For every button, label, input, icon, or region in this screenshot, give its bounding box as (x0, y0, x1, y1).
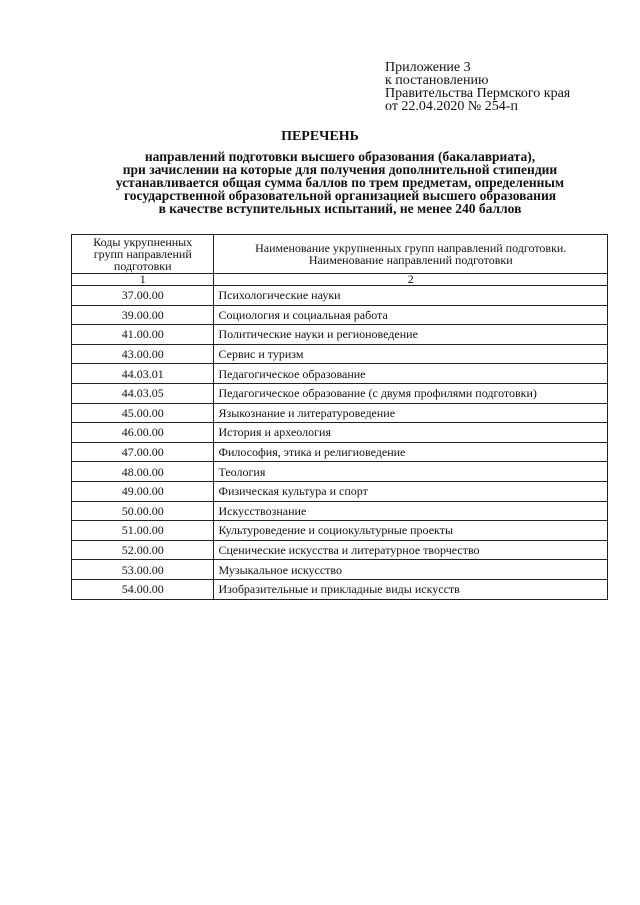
table-row (72, 442, 608, 462)
table-row (72, 501, 608, 521)
row-code: 39.00.00 (72, 305, 214, 325)
table-row (72, 286, 608, 306)
row-code: 47.00.00 (72, 442, 214, 462)
row-code: 41.00.00 (72, 325, 214, 345)
table-row (72, 560, 608, 580)
column-number: 2 (214, 274, 608, 286)
row-name: Культуроведение и социокультурные проекты (214, 521, 608, 541)
header-codes (72, 235, 214, 274)
table-row (72, 403, 608, 423)
appendix-line: Приложение 3 (385, 60, 471, 75)
table-row (72, 344, 608, 364)
row-name: Теология (214, 462, 608, 482)
subtitle-line: при зачислении на которые для получения дополнительной стипендии (122, 162, 558, 177)
row-name: История и археология (214, 423, 608, 443)
table-row (72, 305, 608, 325)
row-code: 46.00.00 (72, 423, 214, 443)
row-name: Педагогическое образование (с двумя профилями подготовки) (214, 383, 608, 403)
row-code: 49.00.00 (72, 481, 214, 501)
row-code: 51.00.00 (72, 521, 214, 541)
row-code: 44.03.01 (72, 364, 214, 384)
header-names (214, 235, 608, 274)
directions-table (71, 234, 608, 600)
appendix-line: от 22.04.2020 № 254-п (385, 99, 518, 114)
subtitle-line: государственной образовательной организацией высшего образования (123, 188, 557, 203)
table-header-row (72, 235, 608, 274)
row-code: 53.00.00 (72, 560, 214, 580)
row-name: Языкознание и литературоведение (214, 403, 608, 423)
table-row (72, 521, 608, 541)
table-row (72, 325, 608, 345)
row-name: Музыкальное искусство (214, 560, 608, 580)
table-row (72, 423, 608, 443)
row-code: 52.00.00 (72, 540, 214, 560)
header-names-line: Наименование направлений подготовки (308, 253, 513, 267)
subtitle-line: направлений подготовки высшего образования (бакалавриата), (144, 149, 536, 164)
row-name: Политические науки и регионоведение (214, 325, 608, 345)
table-row (72, 364, 608, 384)
document-title: ПЕРЕЧЕНЬ (281, 129, 359, 144)
row-code: 50.00.00 (72, 501, 214, 521)
row-name: Физическая культура и спорт (214, 481, 608, 501)
row-code: 48.00.00 (72, 462, 214, 482)
row-name: Искусствознание (214, 501, 608, 521)
column-number: 1 (72, 274, 214, 286)
appendix-line: Правительства Пермского края (385, 86, 571, 101)
row-code: 43.00.00 (72, 344, 214, 364)
row-name: Философия, этика и религиоведение (214, 442, 608, 462)
document-subtitle (70, 150, 610, 215)
row-name: Психологические науки (214, 286, 608, 306)
row-name: Изобразительные и прикладные виды искусств (214, 579, 608, 599)
subtitle-line: устанавливается общая сумма баллов по трем предметам, определенным (115, 175, 565, 190)
row-code: 37.00.00 (72, 286, 214, 306)
row-name: Педагогическое образование (214, 364, 608, 384)
row-name: Социология и социальная работа (214, 305, 608, 325)
table-row (72, 579, 608, 599)
row-code: 54.00.00 (72, 579, 214, 599)
header-codes-line: подготовки (113, 259, 172, 273)
column-number-row (72, 274, 608, 286)
table-row (72, 383, 608, 403)
table-row (72, 540, 608, 560)
row-name: Сценические искусства и литературное творчество (214, 540, 608, 560)
header-codes-line: Коды укрупненных (93, 235, 193, 249)
appendix-line: к постановлению (385, 73, 489, 88)
row-code: 44.03.05 (72, 383, 214, 403)
table-row (72, 481, 608, 501)
row-name: Сервис и туризм (214, 344, 608, 364)
table-row (72, 462, 608, 482)
row-code: 45.00.00 (72, 403, 214, 423)
header-codes-line: групп направлений (93, 247, 192, 261)
appendix-note (385, 61, 570, 113)
header-names-line: Наименование укрупненных групп направлений подготовки. (255, 241, 567, 255)
subtitle-line: в качестве вступительных испытаний, не менее 240 баллов (158, 201, 522, 216)
